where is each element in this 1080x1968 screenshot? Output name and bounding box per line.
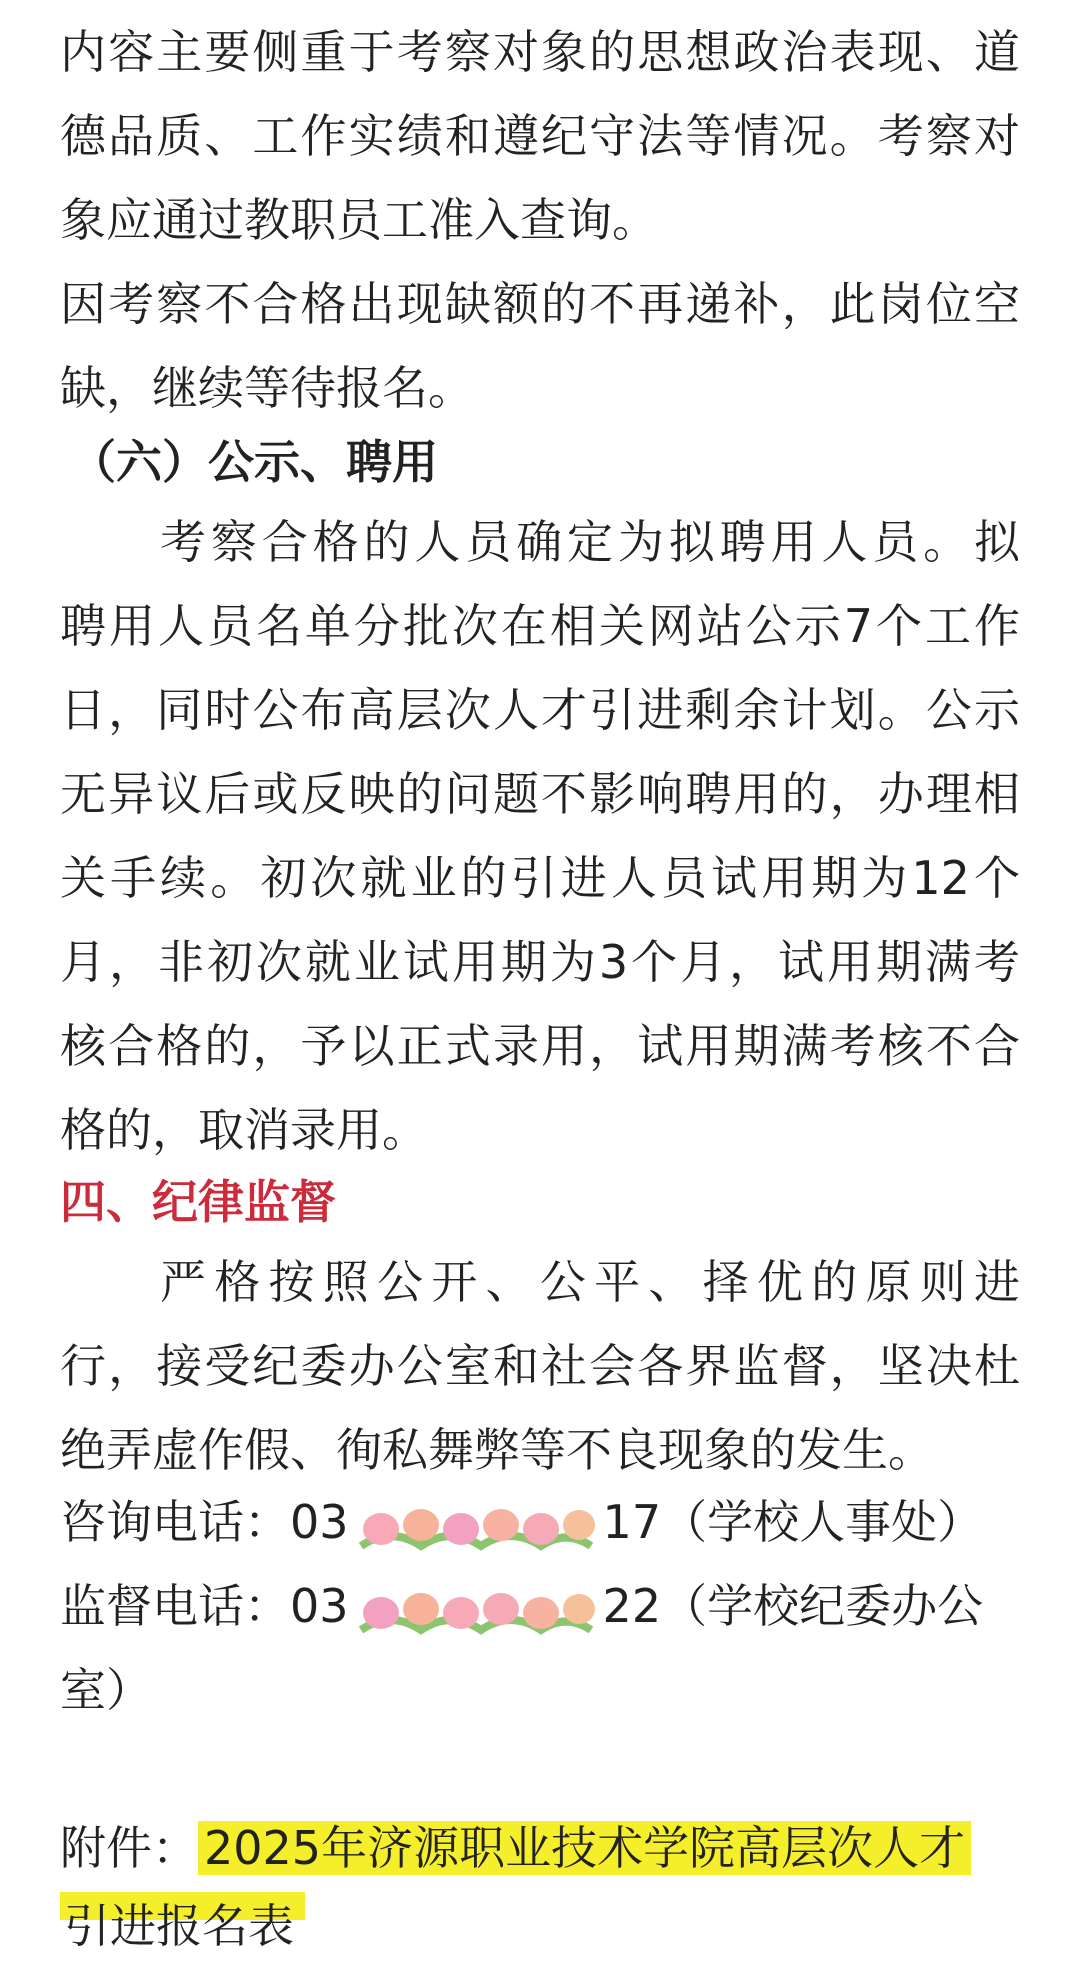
paragraph-line: 关手续。初次就业的引进人员试用期为12个	[60, 851, 1020, 905]
paragraph-line: 因考察不合格出现缺额的不再递补，此岗位空	[60, 277, 1020, 331]
attachment-label: 附件：	[60, 1821, 198, 1875]
paragraph-line: 德品质、工作实绩和遵纪守法等情况。考察对	[60, 109, 1020, 163]
attachment-link[interactable]: 2025年济源职业技术学院高层次人才	[198, 1821, 971, 1875]
consult-phone-prefix: 03	[290, 1495, 349, 1549]
paragraph-line: 聘用人员名单分批次在相关网站公示7个工作	[60, 599, 1020, 653]
paragraph-line: 月，非初次就业试用期为3个月，试用期满考	[60, 935, 1020, 989]
supervise-phone-prefix: 03	[290, 1579, 349, 1633]
paragraph-line: 象应通过教职员工准入查询。	[60, 193, 658, 247]
paragraph-line: 缺，继续等待报名。	[60, 361, 474, 415]
supervise-phone-suffix: 22（学校纪委办公	[602, 1579, 984, 1633]
consult-phone-label: 咨询电话：	[60, 1495, 290, 1549]
supervise-phone-tail: 室）	[60, 1663, 152, 1717]
tulip-redaction-icon	[351, 1491, 601, 1561]
attachment-line	[60, 1806, 1020, 1890]
paragraph-line: 内容主要侧重于考察对象的思想政治表现、道	[60, 25, 1020, 79]
paragraph-line: 无异议后或反映的问题不影响聘用的，办理相	[60, 767, 1020, 821]
attachment-link-continued[interactable]	[60, 1892, 305, 1953]
paragraph-line: 严格按照公开、公平、择优的原则进	[160, 1255, 1020, 1309]
supervise-phone-line	[60, 1564, 1020, 1648]
paragraph-line: 考察合格的人员确定为拟聘用人员。拟	[160, 515, 1020, 569]
paragraph-line: 绝弄虚作假、徇私舞弊等不良现象的发生。	[60, 1423, 934, 1477]
paragraph-line: 日，同时公布高层次人才引进剩余计划。公示	[60, 683, 1020, 737]
paragraph-line: 核合格的，予以正式录用，试用期满考核不合	[60, 1019, 1020, 1073]
consult-phone-line	[60, 1480, 1020, 1564]
section-heading-publicity: （六）公示、聘用	[70, 435, 438, 489]
consult-phone-suffix: 17（学校人事处）	[602, 1495, 984, 1549]
section-heading-discipline: 四、纪律监督	[60, 1175, 336, 1229]
supervise-phone-label: 监督电话：	[60, 1579, 290, 1633]
attachment-link-continued-text: 引进报名表	[64, 1899, 294, 1953]
tulip-redaction-icon	[351, 1575, 601, 1645]
paragraph-line: 格的，取消录用。	[60, 1103, 428, 1157]
paragraph-line: 行，接受纪委办公室和社会各界监督，坚决杜	[60, 1339, 1020, 1393]
